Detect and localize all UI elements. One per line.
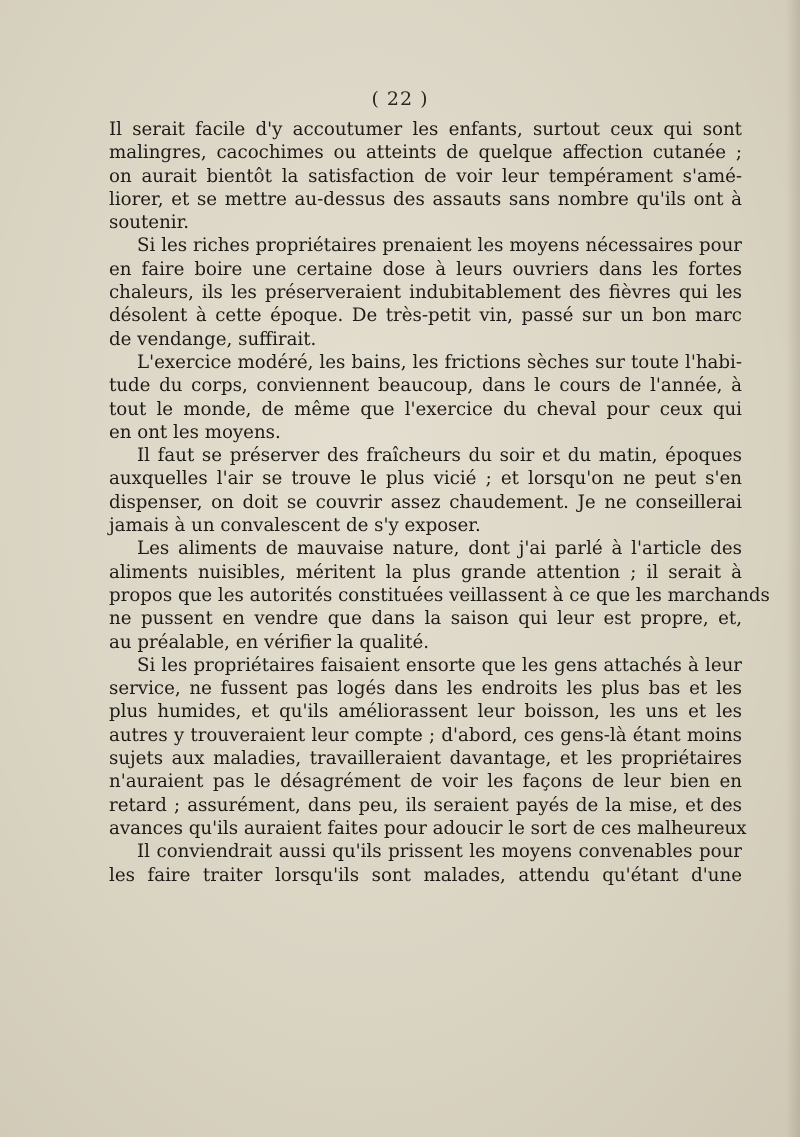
text-line: auxquelles l'air se trouve le plus vicié ; et lorsqu'on ne peut s'en xyxy=(109,468,742,490)
text-line: les faire traiter lorsqu'ils sont malades, attendu qu'étant d'une xyxy=(109,864,742,886)
text-line: service, ne fussent pas logés dans les endroits les plus bas et les xyxy=(109,678,742,700)
text-line: dispenser, on doit se couvrir assez chaudement. Je ne conseillerai xyxy=(109,491,742,513)
page-edge-shadow xyxy=(786,0,800,1137)
text-line: en ont les moyens. xyxy=(109,421,281,443)
text-line: jamais à un convalescent de s'y exposer. xyxy=(109,515,481,537)
text-line: chaleurs, ils les préserveraient indubitablement des fièvres qui les xyxy=(109,282,742,304)
paragraph xyxy=(109,234,742,350)
text-line: propos que les autorités constituées veillassent à ce que les marchands xyxy=(109,584,770,606)
text-line: tout le monde, de même que l'exercice du cheval pour ceux qui xyxy=(109,398,742,420)
text-line: de vendange, suffirait. xyxy=(109,328,317,350)
text-line: Si les riches propriétaires prenaient les moyens nécessaires pour xyxy=(137,235,742,257)
text-line: tude du corps, conviennent beaucoup, dans le cours de l'année, à xyxy=(109,375,742,397)
text-line: on aurait bientôt la satisfaction de voir leur tempérament s'amé- xyxy=(109,165,742,187)
text-line: au préalable, en vérifier la qualité. xyxy=(109,631,430,653)
text-line: liorer, et se mettre au-dessus des assauts sans nombre qu'ils ont à xyxy=(109,188,742,210)
text-line: plus humides, et qu'ils améliorassent leur boisson, les uns et les xyxy=(109,701,742,723)
text-line: ne pussent en vendre que dans la saison qui leur est propre, et, xyxy=(109,608,742,630)
text-line: Il serait facile d'y accoutumer les enfants, surtout ceux qui sont xyxy=(109,119,742,140)
text-line: n'auraient pas le désagrément de voir les façons de leur bien en xyxy=(109,771,742,793)
text-line: L'exercice modéré, les bains, les frictions sèches sur toute l'habi- xyxy=(137,351,742,373)
text-line: Il conviendrait aussi qu'ils prissent les moyens convenables pour xyxy=(137,841,742,863)
body-text xyxy=(109,118,770,887)
page-number: ( 22 ) xyxy=(371,88,429,110)
text-line: avances qu'ils auraient faites pour adoucir le sort de ces malheureux xyxy=(109,817,747,839)
paragraph xyxy=(109,537,770,653)
text-line: Les aliments de mauvaise nature, dont j'ai parlé à l'article des xyxy=(137,538,742,560)
text-line: soutenir. xyxy=(109,212,190,234)
text-line: Si les propriétaires faisaient ensorte que les gens attachés à leur xyxy=(137,654,742,676)
text-line: désolent à cette époque. De très-petit vin, passé sur un bon marc xyxy=(109,305,742,327)
paragraph xyxy=(109,118,742,234)
text-line: retard ; assurément, dans peu, ils seraient payés de la mise, et des xyxy=(109,794,742,816)
text-line: autres y trouveraient leur compte ; d'abord, ces gens-là étant moins xyxy=(109,724,742,746)
text-line: en faire boire une certaine dose à leurs ouvriers dans les fortes xyxy=(109,258,742,280)
paragraph xyxy=(109,654,747,840)
text-line: Il faut se préserver des fraîcheurs du soir et du matin, époques xyxy=(137,445,742,467)
paragraph xyxy=(109,351,742,444)
text-line: malingres, cacochimes ou atteints de quelque affection cutanée ; xyxy=(109,142,742,164)
paragraph xyxy=(109,840,742,887)
text-line: sujets aux maladies, travailleraient davantage, et les propriétaires xyxy=(109,748,742,770)
text-line: aliments nuisibles, méritent la plus grande attention ; il serait à xyxy=(109,561,742,583)
paragraph xyxy=(109,444,742,537)
